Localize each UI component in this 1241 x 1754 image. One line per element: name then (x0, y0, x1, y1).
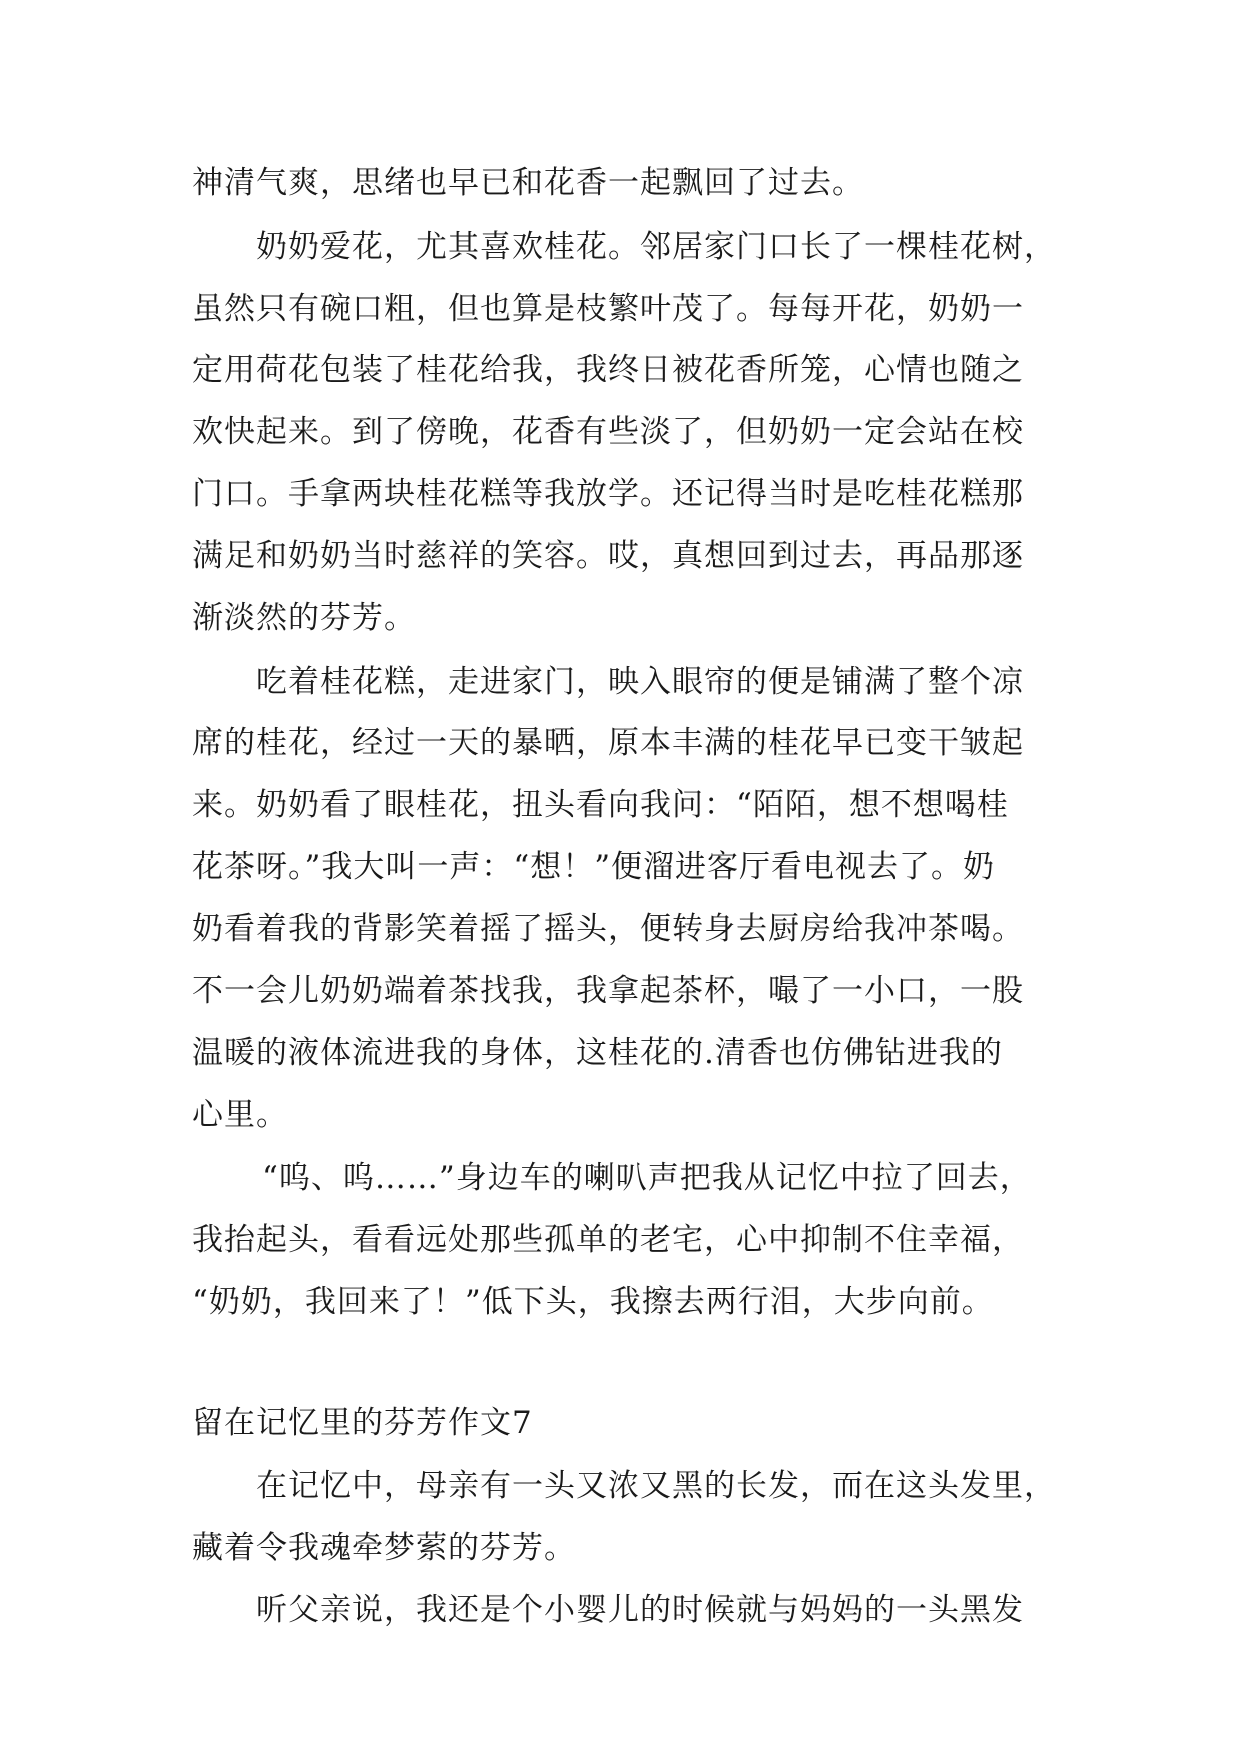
paragraph-line: 虽然只有碗口粗，但也算是枝繁叶茂了。每每开花，奶奶一 (192, 291, 1024, 327)
paragraph-line: 温暖的液体流进我的身体，这桂花的.清香也仿佛钻进我的 (192, 1035, 1003, 1071)
paragraph-line: 来。奶奶看了眼桂花，扭头看向我问：“陌陌，想不想喝桂 (192, 787, 1009, 823)
paragraph-line: 奶奶爱花，尤其喜欢桂花。邻居家门口长了一棵桂花树， (256, 229, 1056, 265)
paragraph-line: 不一会儿奶奶端着茶找我，我拿起茶杯，嘬了一小口，一股 (192, 973, 1024, 1009)
paragraph-line: 听父亲说，我还是个小婴儿的时候就与妈妈的一头黑发 (256, 1592, 1024, 1628)
paragraph-line: 心里。 (192, 1097, 288, 1133)
paragraph-line: 门口。手拿两块桂花糕等我放学。还记得当时是吃桂花糕那 (192, 476, 1024, 512)
paragraph-line: 奶看着我的背影笑着摇了摇头，便转身去厨房给我冲茶喝。 (192, 911, 1024, 947)
paragraph-line: 定用荷花包装了桂花给我，我终日被花香所笼，心情也随之 (192, 352, 1024, 388)
paragraph-line: 席的桂花，经过一天的暴晒，原本丰满的桂花早已变干皱起 (192, 725, 1024, 761)
paragraph-line: “奶奶，我回来了！”低下头，我擦去两行泪，大步向前。 (192, 1284, 994, 1320)
paragraph-line: 吃着桂花糕，走进家门，映入眼帘的便是铺满了整个凉 (256, 664, 1024, 700)
paragraph-line: 花茶呀。”我大叫一声：“想！”便溜进客厅看电视去了。奶 (192, 849, 996, 885)
section-heading: 留在记忆里的芬芳作文7 (192, 1405, 533, 1441)
paragraph-line: 欢快起来。到了傍晚，花香有些淡了，但奶奶一定会站在校 (192, 414, 1024, 450)
paragraph-line: 神清气爽，思绪也早已和花香一起飘回了过去。 (192, 165, 864, 201)
paragraph-line: 藏着令我魂牵梦萦的芬芳。 (192, 1530, 576, 1566)
paragraph-line: “呜、呜……”身边车的喇叭声把我从记忆中拉了回去， (262, 1160, 1032, 1196)
paragraph-line: 满足和奶奶当时慈祥的笑容。哎，真想回到过去，再品那逐 (192, 538, 1024, 574)
paragraph-line: 我抬起头，看看远处那些孤单的老宅，心中抑制不住幸福， (192, 1222, 1024, 1258)
paragraph-line: 在记忆中，母亲有一头又浓又黑的长发，而在这头发里， (256, 1468, 1056, 1504)
paragraph-line: 渐淡然的芬芳。 (192, 600, 416, 636)
